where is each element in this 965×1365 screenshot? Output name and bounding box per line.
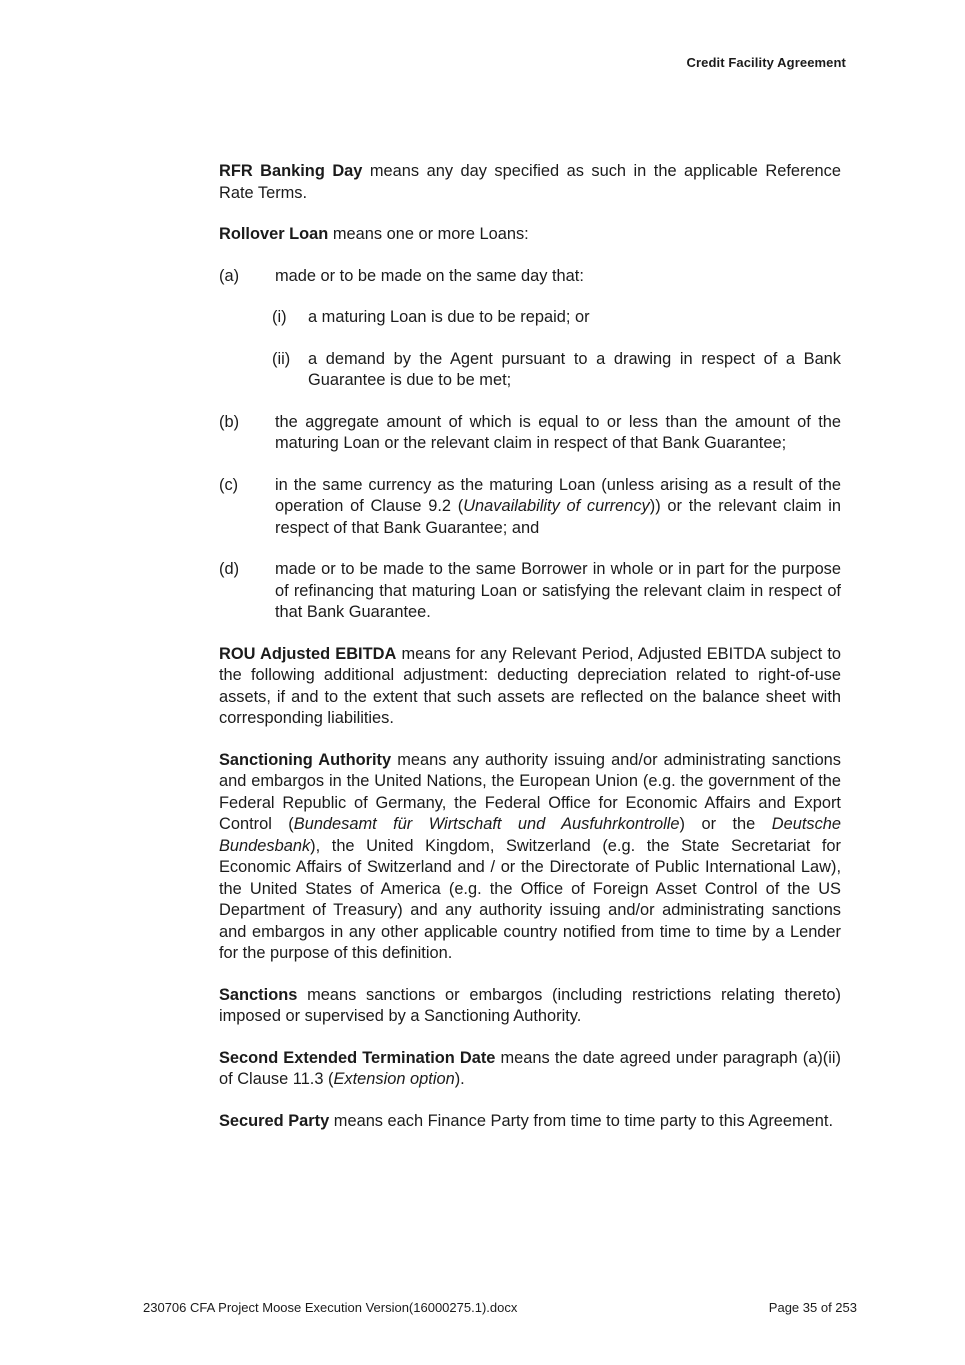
foreign-term-italic: Bundesamt für Wirtschaft und Ausfuhrkontrolle <box>293 815 680 833</box>
definition-text: means the date agreed under paragraph (a)(ii) of Clause 11.3 ( <box>219 1048 841 1088</box>
definition-rollover-loan <box>219 224 841 246</box>
list-item-text <box>275 475 841 540</box>
definition-rfr-banking-day <box>219 161 841 204</box>
list-item-text-post: )) or the relevant claim in respect of that Bank Guarantee; and <box>275 497 841 537</box>
defined-term: Secured Party <box>219 1111 330 1130</box>
defined-term: Sanctioning Authority <box>219 750 392 769</box>
list-marker: (a) <box>219 266 240 285</box>
definition-text: ). <box>454 1070 465 1088</box>
defined-term: Sanctions <box>219 985 298 1004</box>
list-item-text: made or to be made to the same Borrower in whole or in part for the purpose of refinancing that maturing Loan or satisfying the relevant claim in respect of that Bank Guarantee. <box>275 560 841 621</box>
document-body <box>219 161 841 1152</box>
list-marker: (i) <box>272 308 287 326</box>
defined-term: Second Extended Termination Date <box>219 1048 496 1067</box>
list-item-text: a maturing Loan is due to be repaid; or <box>308 308 590 326</box>
list-marker: (ii) <box>272 349 291 368</box>
list-item-a-ii <box>272 349 841 392</box>
definition-rou-adjusted-ebitda <box>219 644 841 730</box>
list-item-c <box>219 475 841 540</box>
definition-text: ), the United Kingdom, Switzerland (e.g. the State Secretariat for Economic Affairs of Switzerland and / or the Directorate of Public International Law), the United States of America (e.g. the Office of Foreign Asset Control of the US Department of Treasury) and any authority issuing and/or administrating sanctions and embargos in any other applicable country notified from time to time by a Lender for the purpose of this definition. <box>219 836 841 962</box>
list-marker: (c) <box>219 475 239 494</box>
defined-term: RFR Banking Day <box>219 162 363 180</box>
definition-secured-party <box>219 1111 841 1133</box>
definition-second-extended-termination-date <box>219 1048 841 1091</box>
defined-term: ROU Adjusted EBITDA <box>219 644 397 663</box>
list-item-text: a demand by the Agent pursuant to a drawing in respect of a Bank Guarantee is due to be met; <box>308 349 841 389</box>
list-item-a <box>219 266 841 288</box>
page-footer <box>143 1300 857 1315</box>
definition-text: ) or the <box>679 815 772 833</box>
clause-reference-italic: Unavailability of currency <box>463 497 650 515</box>
definition-text: means any day specified as such in the applicable Reference Rate Terms. <box>219 162 841 202</box>
definition-text: means each Finance Party from time to time party to this Agreement. <box>329 1111 834 1130</box>
list-item-text: made or to be made on the same day that: <box>275 266 584 285</box>
definition-text: means any authority issuing and/or administrating sanctions and embargos in the United Nations, the European Union (e.g. the government of the Federal Republic of Germany, the Federal Office for Economic Affairs and Export Control ( <box>219 750 841 833</box>
footer-page-number: Page 35 of 253 <box>768 1300 857 1315</box>
definition-sanctions <box>219 985 841 1028</box>
list-item-text: the aggregate amount of which is equal to or less than the amount of the maturing Loan or the relevant claim in respect of that Bank Guarantee; <box>275 412 841 452</box>
document-title: Credit Facility Agreement <box>686 55 846 70</box>
definition-text: means one or more Loans: <box>328 225 529 243</box>
footer-filename: 230706 CFA Project Moose Execution Version(16000275.1).docx <box>143 1300 518 1315</box>
list-item-a-i <box>272 307 841 329</box>
definition-text: means for any Relevant Period, Adjusted EBITDA subject to the following additional adjustment: deducting depreciation related to right-of-use assets, if and to the extent that such assets are reflected on the balance sheet with corresponding liabilities. <box>219 644 841 727</box>
clause-reference-italic: Extension option <box>333 1070 455 1088</box>
list-item-b <box>219 412 841 455</box>
list-marker: (b) <box>219 412 240 431</box>
list-marker: (d) <box>219 560 240 578</box>
foreign-term-italic: Deutsche Bundesbank <box>219 815 841 855</box>
defined-term: Rollover Loan <box>219 225 329 243</box>
page-header <box>219 55 846 70</box>
definition-text: means sanctions or embargos (including restrictions relating thereto) imposed or supervised by a Sanctioning Authority. <box>219 985 841 1025</box>
list-item-text-pre: in the same currency as the maturing Loan (unless arising as a result of the operation of Clause 9.2 ( <box>275 475 841 515</box>
definition-sanctioning-authority <box>219 750 841 965</box>
list-item-d <box>219 559 841 624</box>
